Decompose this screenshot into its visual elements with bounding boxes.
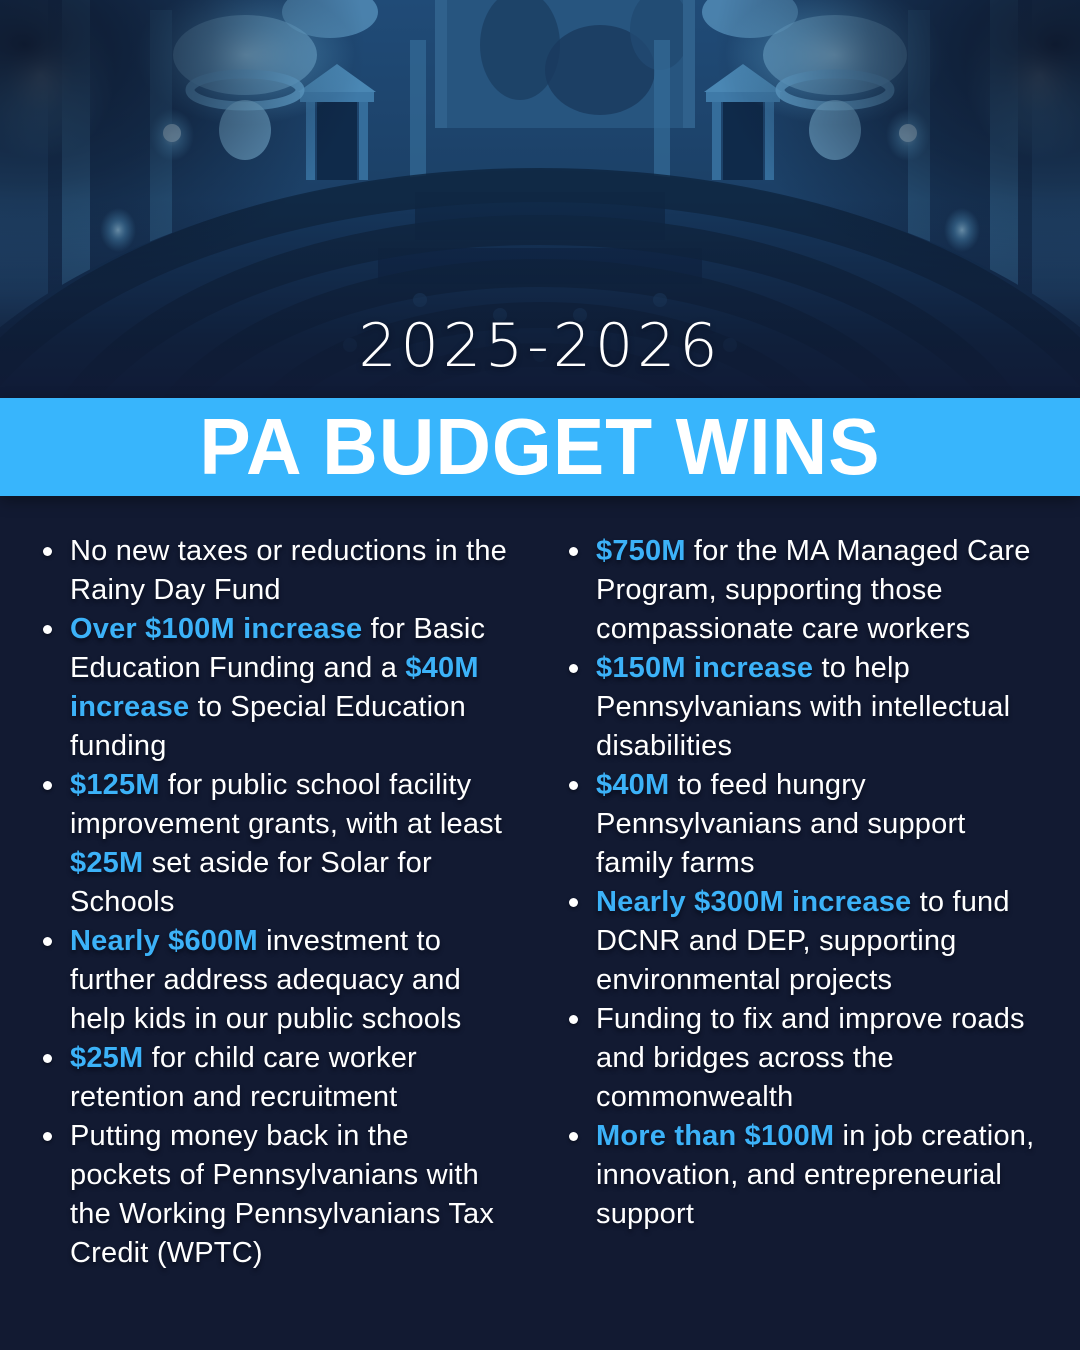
text-segment: for public school facility improvement grants, with at least — [70, 769, 503, 840]
year-range: 2025-2026 — [358, 311, 722, 381]
text-segment: to feed hungry Pennsylvanians and support family farms — [596, 769, 966, 879]
text-segment: for the MA Managed Care Program, supporting those compassionate care workers — [596, 535, 1031, 645]
text-segment: Funding to fix and improve roads and bridges across the commonwealth — [596, 1003, 1025, 1113]
highlight-text: $750M — [596, 535, 686, 567]
list-item — [566, 649, 1040, 766]
highlight-text: $25M — [70, 847, 144, 879]
text-segment: to Special Education funding — [70, 691, 466, 762]
highlight-text: $150M increase — [596, 652, 814, 684]
list-item — [40, 922, 514, 1039]
text-segment: to fund DCNR and DEP, supporting environmental projects — [596, 886, 1010, 996]
list-item — [40, 532, 514, 610]
highlight-text: Nearly $300M increase — [596, 886, 912, 918]
page-title: PA BUDGET WINS — [199, 401, 881, 492]
highlight-text: Nearly $600M — [70, 925, 258, 957]
list-item — [40, 1117, 514, 1273]
highlight-text: $25M — [70, 1042, 144, 1074]
text-segment: No new taxes or reductions in the Rainy Day Fund — [70, 535, 507, 606]
text-segment: Putting money back in the pockets of Pennsylvanians with the Working Pennsylvanians Tax Credit (WPTC) — [70, 1120, 495, 1269]
list-item — [40, 610, 514, 766]
budget-wins-list-right — [566, 532, 1040, 1350]
text-segment: in job creation, innovation, and entrepreneurial support — [596, 1120, 1035, 1230]
text-segment: to help Pennsylvanians with intellectual disabilities — [596, 652, 1011, 762]
title-banner — [0, 398, 1080, 496]
list-item — [566, 883, 1040, 1000]
highlight-text: Over $100M increase — [70, 613, 363, 645]
text-segment: set aside for Solar for Schools — [70, 847, 432, 918]
text-segment: investment to further address adequacy and help kids in our public schools — [70, 925, 462, 1035]
list-item — [566, 1000, 1040, 1117]
list-item — [40, 766, 514, 922]
highlight-text: $40M — [596, 769, 670, 801]
highlight-text: More than $100M — [596, 1120, 835, 1152]
budget-wins-list-left — [40, 532, 514, 1350]
list-item — [40, 1039, 514, 1117]
text-segment: for child care worker retention and recruitment — [70, 1042, 417, 1113]
highlight-text: $40M increase — [70, 652, 479, 723]
budget-wins-content — [0, 496, 1080, 1350]
text-segment: for Basic Education Funding and a — [70, 613, 486, 684]
list-item — [566, 1117, 1040, 1234]
list-item — [566, 766, 1040, 883]
capitol-chamber-photo — [0, 0, 1080, 398]
highlight-text: $125M — [70, 769, 160, 801]
list-item — [566, 532, 1040, 649]
